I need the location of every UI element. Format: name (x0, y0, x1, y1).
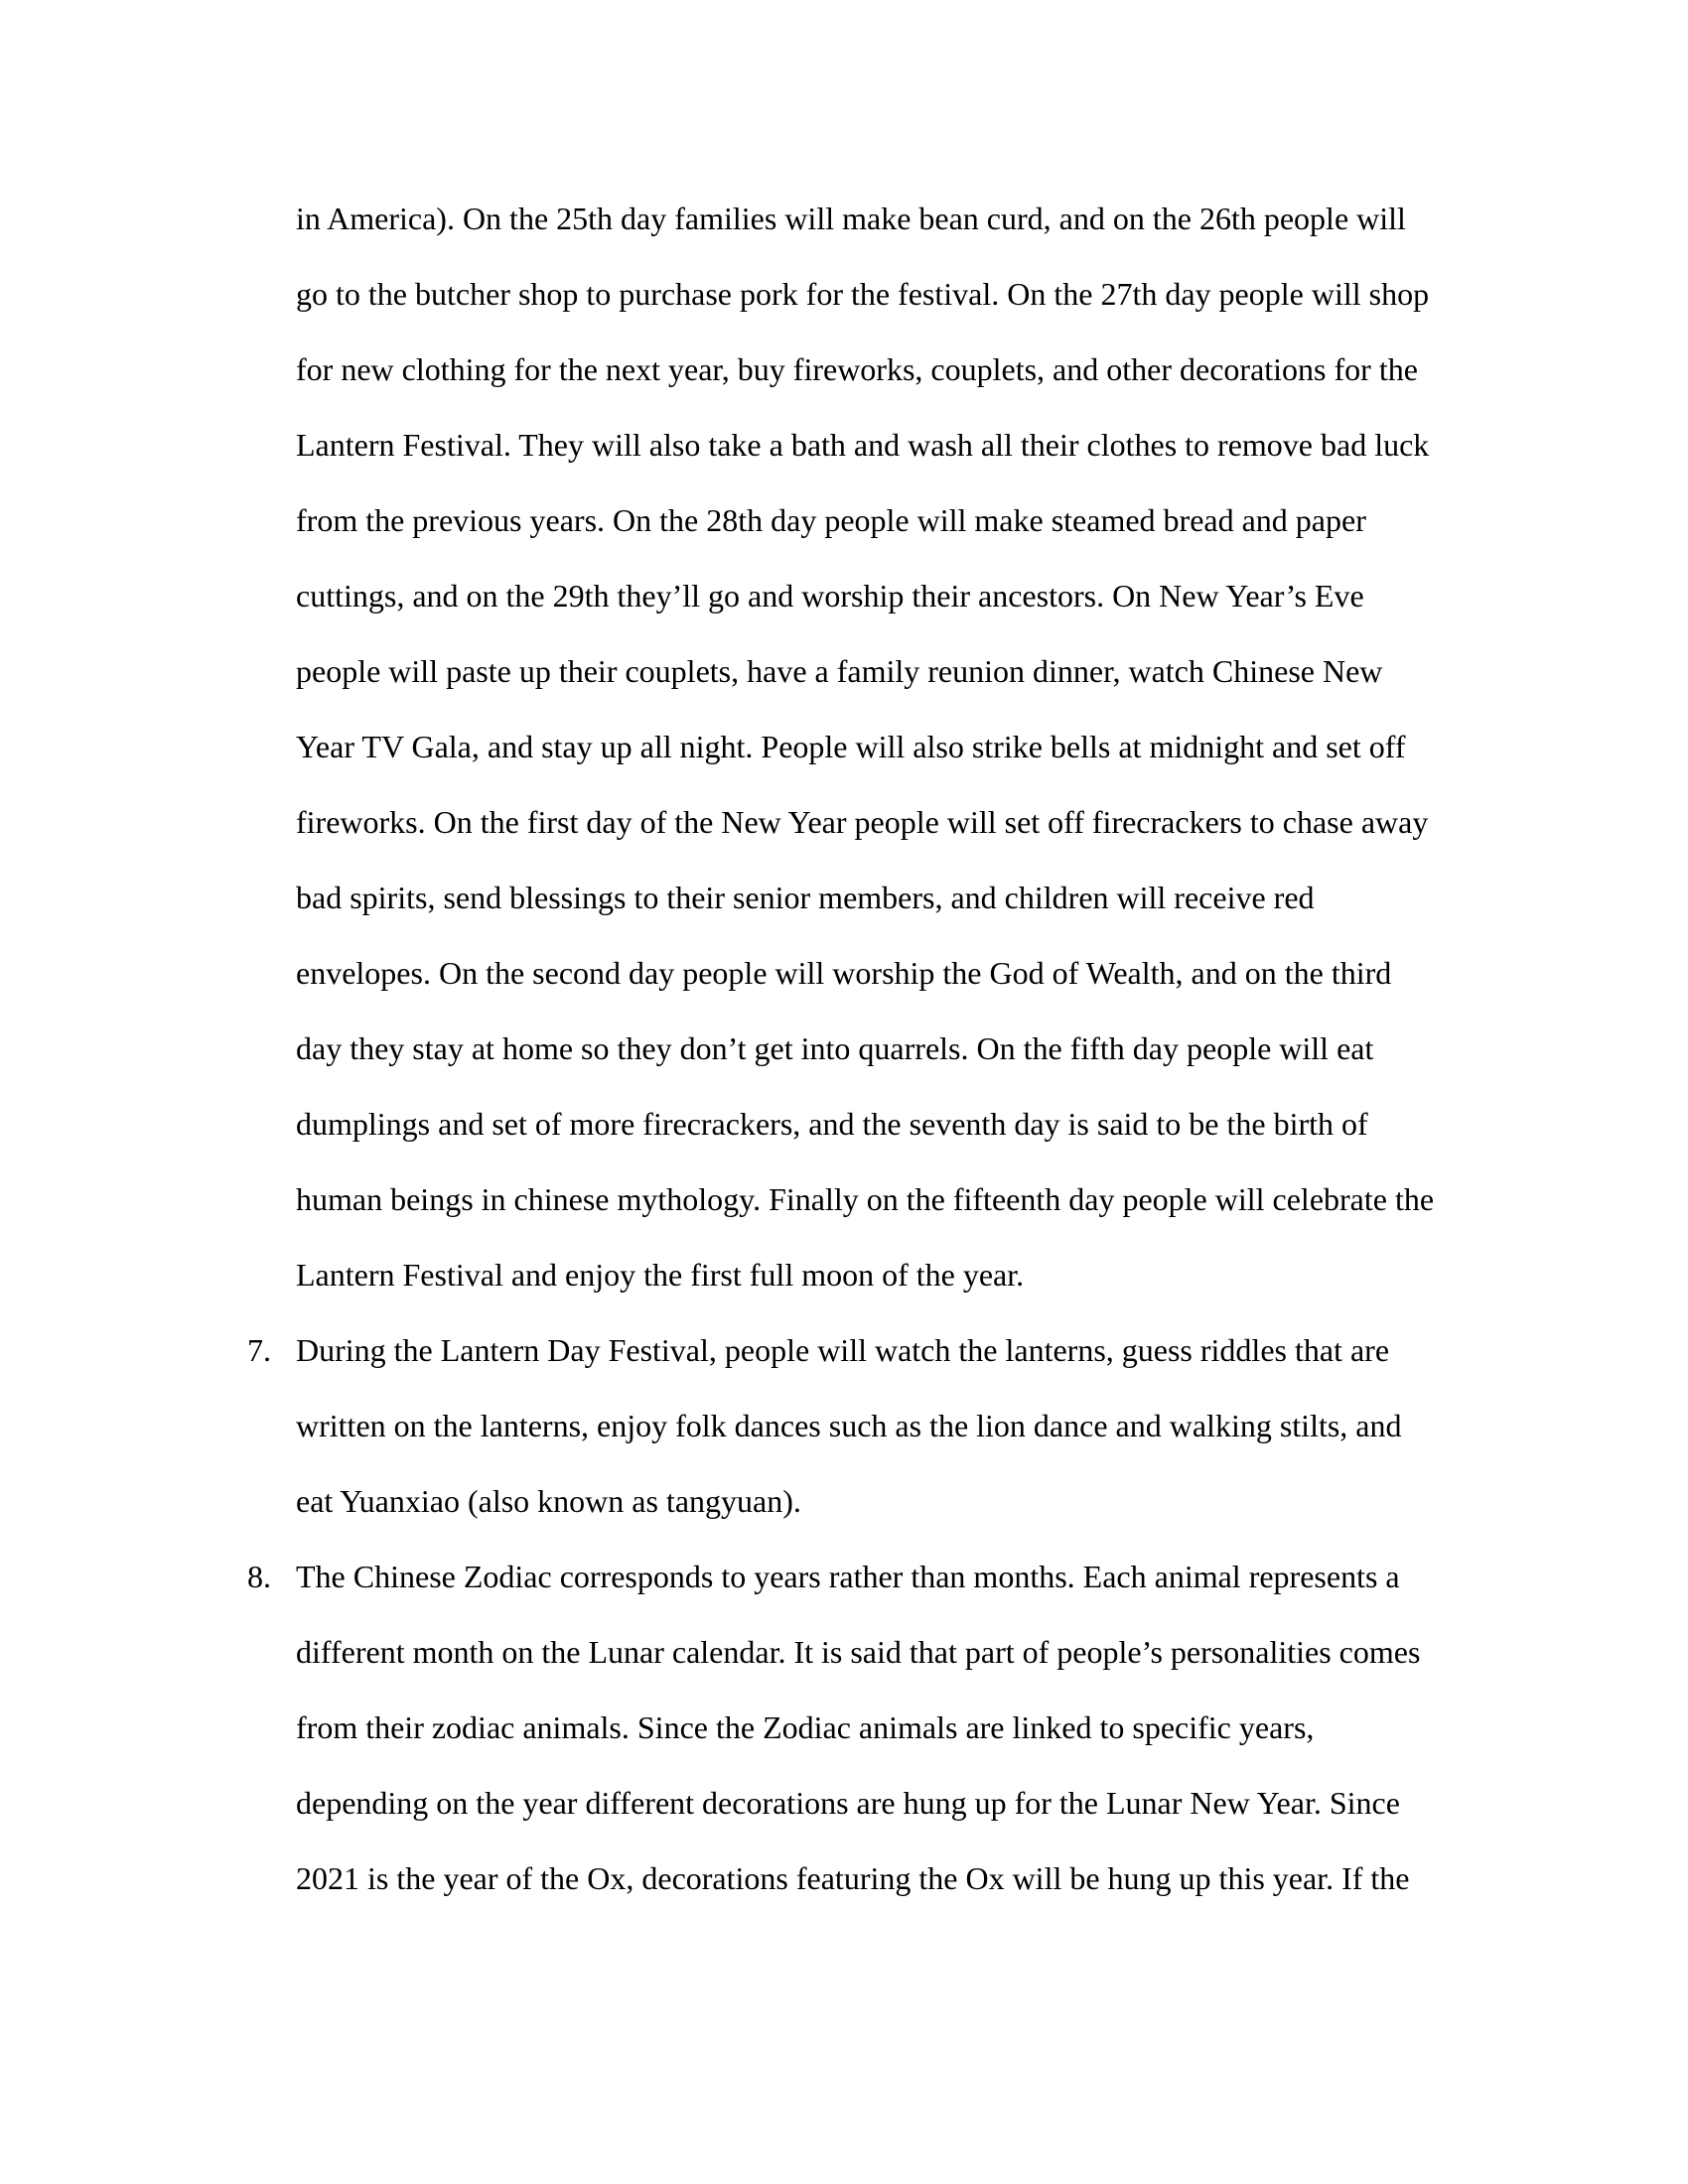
paragraph-line: for new clothing for the next year, buy fireworks, couplets, and other decorations for the (296, 351, 1418, 387)
paragraph-line: in America). On the 25th day families will make bean curd, and on the 26th people will (296, 201, 1406, 236)
list-item-number: 7. (247, 1332, 271, 1368)
list-item-line: 2021 is the year of the Ox, decorations featuring the Ox will be hung up this year. If the (296, 1860, 1410, 1896)
paragraph-line: human beings in chinese mythology. Finally on the fifteenth day people will celebrate the (296, 1181, 1435, 1217)
paragraph-line: cuttings, and on the 29th they’ll go and worship their ancestors. On New Year’s Eve (296, 578, 1364, 614)
paragraph-line: from the previous years. On the 28th day people will make steamed bread and paper (296, 502, 1366, 538)
paragraph-line: bad spirits, send blessings to their senior members, and children will receive red (296, 880, 1315, 915)
paragraph-line: go to the butcher shop to purchase pork for the festival. On the 27th day people will shop (296, 276, 1430, 312)
paragraph-line: Lantern Festival. They will also take a bath and wash all their clothes to remove bad luck (296, 427, 1430, 463)
list-item-line: During the Lantern Day Festival, people will watch the lanterns, guess riddles that are (296, 1332, 1390, 1368)
list-item-line: from their zodiac animals. Since the Zodiac animals are linked to specific years, (296, 1709, 1315, 1745)
paragraph-line: Year TV Gala, and stay up all night. People will also strike bells at midnight and set off (296, 729, 1406, 764)
list-item-line: different month on the Lunar calendar. It is said that part of people’s personalities comes (296, 1634, 1421, 1670)
list-item-line: eat Yuanxiao (also known as tangyuan). (296, 1483, 801, 1519)
paragraph-line: Lantern Festival and enjoy the first full moon of the year. (296, 1257, 1025, 1293)
paragraph-line: envelopes. On the second day people will worship the God of Wealth, and on the third (296, 955, 1392, 991)
paragraph-line: people will paste up their couplets, have a family reunion dinner, watch Chinese New (296, 653, 1383, 689)
paragraph-line: fireworks. On the first day of the New Year people will set off firecrackers to chase away (296, 804, 1429, 840)
list-item-line: The Chinese Zodiac corresponds to years rather than months. Each animal represents a (296, 1559, 1400, 1594)
paragraph-line: dumplings and set of more firecrackers, and the seventh day is said to be the birth of (296, 1106, 1368, 1142)
list-item-line: written on the lanterns, enjoy folk dances such as the lion dance and walking stilts, and (296, 1408, 1402, 1443)
paragraph-line: day they stay at home so they don’t get into quarrels. On the fifth day people will eat (296, 1030, 1374, 1066)
list-item-line: depending on the year different decorations are hung up for the Lunar New Year. Since (296, 1785, 1400, 1821)
list-item-number: 8. (247, 1559, 271, 1594)
